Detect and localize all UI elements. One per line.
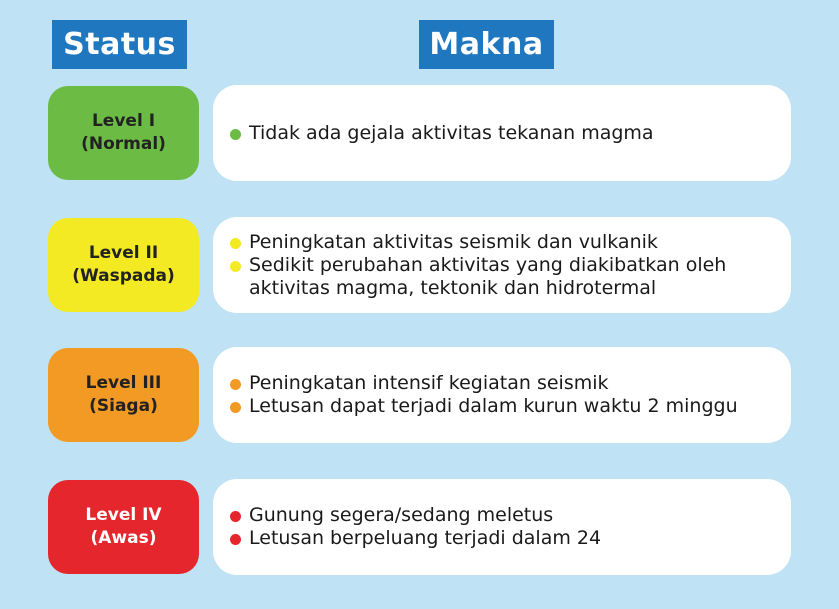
level-2-badge — [48, 218, 199, 312]
list-item — [230, 395, 791, 418]
list-item — [230, 504, 791, 527]
level-1-name: Level I — [91, 111, 156, 131]
level-3-status: (Siaga) — [89, 396, 158, 416]
level-3-name: Level III — [85, 373, 162, 393]
list-item-text: Letusan berpeluang terjadi dalam 24 — [249, 527, 602, 549]
list-item-text: Tidak ada gejala aktivitas tekanan magma — [249, 121, 654, 144]
level-2-description — [213, 217, 791, 313]
bullet-dot-icon — [230, 534, 241, 545]
bullet-dot-icon — [230, 402, 241, 413]
list-item — [230, 254, 791, 300]
bullet-dot-icon — [230, 379, 241, 390]
list-item — [230, 122, 791, 145]
bullet-dot-icon — [230, 238, 241, 249]
bullet-dot-icon — [230, 129, 241, 140]
level-3-badge — [48, 348, 199, 442]
level-2-status: (Waspada) — [72, 266, 175, 286]
level-4-name: Level IV — [85, 505, 162, 525]
level-1-badge — [48, 86, 199, 180]
level-1-description — [213, 85, 791, 181]
bullet-dot-icon — [230, 261, 241, 272]
makna-header: Makna — [419, 20, 554, 69]
level-4-badge — [48, 480, 199, 574]
level-2-name: Level II — [88, 243, 159, 263]
status-header: Status — [52, 20, 187, 69]
list-item-text: Sedikit perubahan aktivitas yang diakibatkan oleh aktivitas magma, tektonik dan hidrotermal — [249, 253, 727, 299]
level-4-description — [213, 479, 791, 575]
level-1-status: (Normal) — [81, 134, 166, 154]
list-item-text: Peningkatan aktivitas seismik dan vulkanik — [249, 230, 658, 253]
bullet-dot-icon — [230, 511, 241, 522]
list-item-text: Letusan dapat terjadi dalam kurun waktu 2 minggu — [249, 395, 738, 417]
list-item — [230, 231, 791, 254]
list-item-text: Peningkatan intensif kegiatan seismik — [249, 372, 609, 394]
list-item — [230, 527, 791, 550]
list-item — [230, 372, 791, 395]
level-4-status: (Awas) — [90, 528, 157, 548]
list-item-text: Gunung segera/sedang meletus — [249, 504, 554, 526]
level-3-description — [213, 347, 791, 443]
